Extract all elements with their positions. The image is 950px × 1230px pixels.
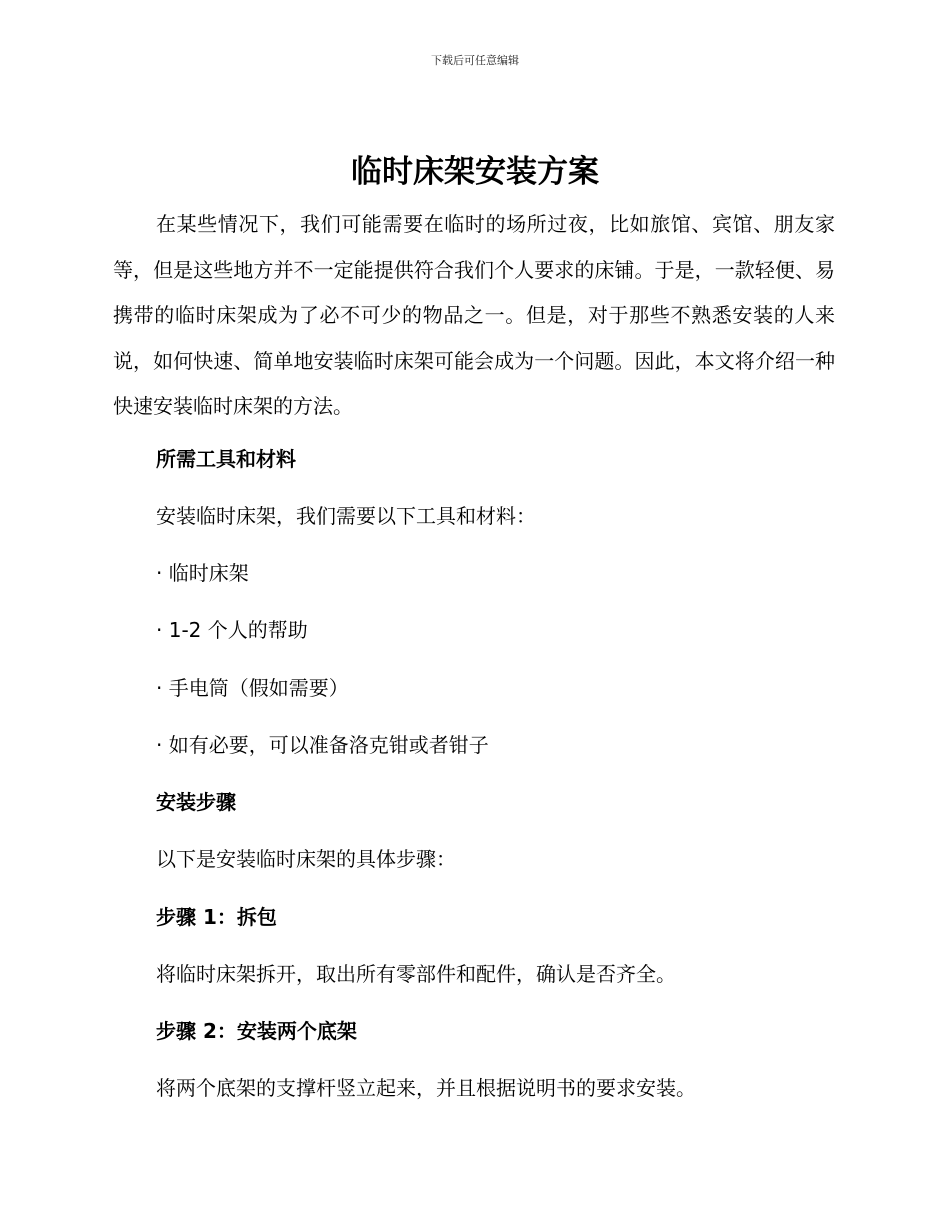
steps-heading: 安装步骤 bbox=[156, 790, 236, 814]
intro-paragraph: 在某些情况下，我们可能需要在临时的场所过夜，比如旅馆、宾馆、朋友家等，但是这些地方并不一定能提供符合我们个人要求的床铺。于是，一款轻便、易携带的临时床架成为了必不可少的物品之一。但是，对于那些不熟悉安装的人来说，如何快速、简单地安装临时床架可能会成为一个问题。因此，本文将介绍一种快速安装临时床架的方法。 bbox=[113, 212, 835, 419]
step1-text: 将临时床架拆开，取出所有零部件和配件，确认是否齐全。 bbox=[156, 962, 676, 986]
tools-heading: 所需工具和材料 bbox=[156, 447, 296, 471]
page-header: 下载后可任意编辑 bbox=[431, 54, 519, 67]
document-title: 临时床架安装方案 bbox=[351, 154, 599, 190]
tools-list-item: · 如有必要，可以准备洛克钳或者钳子 bbox=[156, 733, 489, 757]
step1-heading: 步骤 1：拆包 bbox=[156, 905, 277, 929]
steps-intro: 以下是安装临时床架的具体步骤： bbox=[156, 847, 456, 871]
tools-list-item: · 临时床架 bbox=[156, 561, 249, 585]
tools-list-item: · 手电筒（假如需要） bbox=[156, 676, 349, 700]
step2-heading: 步骤 2：安装两个底架 bbox=[156, 1019, 357, 1043]
tools-intro: 安装临时床架，我们需要以下工具和材料： bbox=[156, 504, 536, 528]
step2-text: 将两个底架的支撑杆竖立起来，并且根据说明书的要求安装。 bbox=[156, 1076, 696, 1100]
tools-list-item: · 1-2 个人的帮助 bbox=[156, 618, 308, 642]
